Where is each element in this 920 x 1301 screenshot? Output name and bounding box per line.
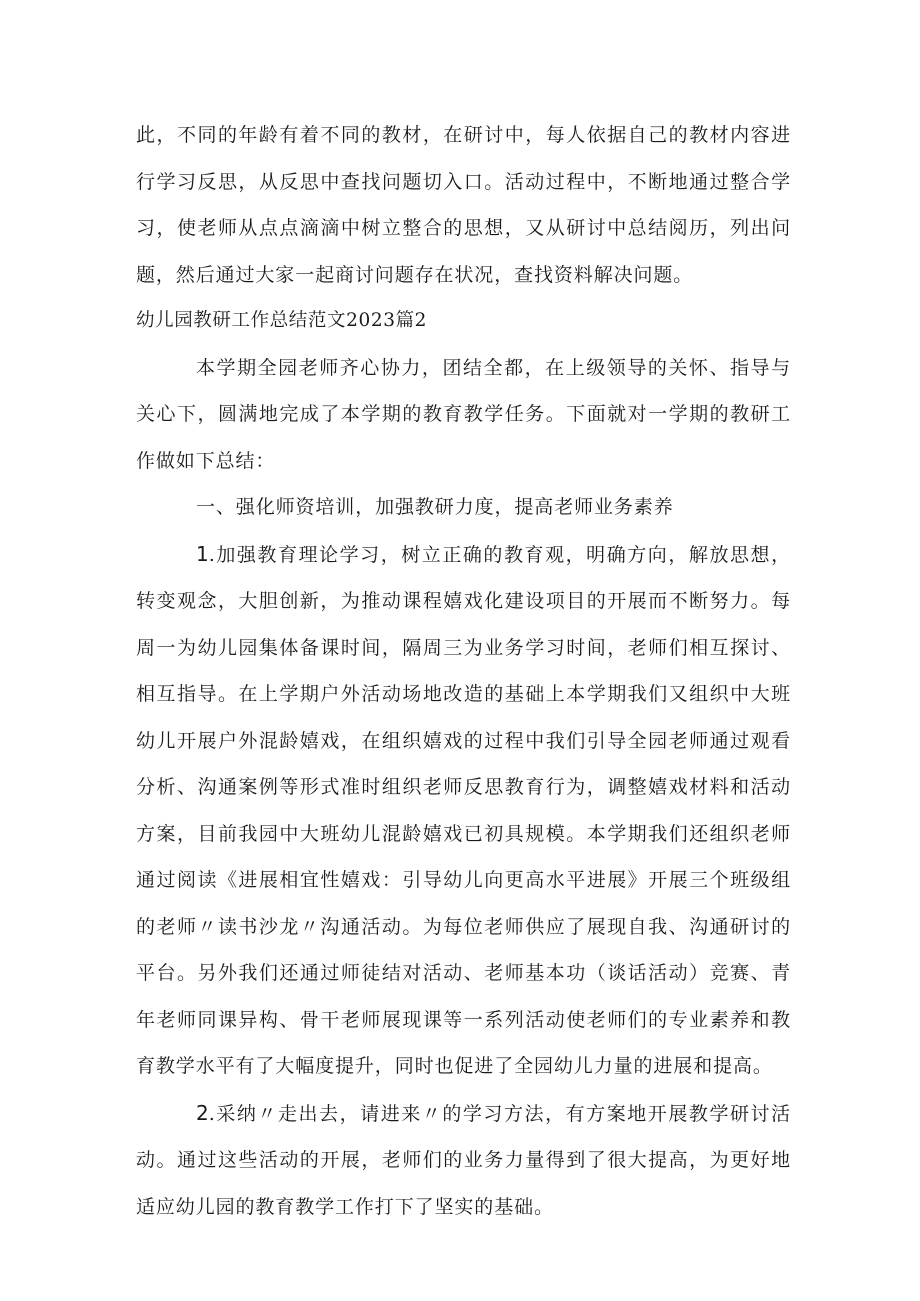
list-item-1 xyxy=(136,531,791,1090)
list-item-2 xyxy=(136,1090,791,1231)
list-item-2-text: .采纳〃走出去，请进来〃的学习方法，有方案地开展教学研讨活动。通过这些活动的开展，老师们的业务力量得到了很大提高，为更好地适应幼儿园的教育教学工作打下了坚实的基础。 xyxy=(136,1102,791,1218)
continuation-paragraph: 此，不同的年龄有着不同的教材，在研讨中，每人依据自己的教材内容进行学习反思，从反思中查找问题切入口。活动过程中，不断地通过整合学习，使老师从点点滴滴中树立整合的思想，又从研讨中总结阅历，列出问题，然后通过大家一起商讨问题存在状况，查找资料解决问题。 xyxy=(136,124,791,286)
section-subheading: 一、强化师资培训，加强教研力度，提高老师业务素养 xyxy=(196,496,674,518)
document-body xyxy=(136,112,791,1230)
list-item-1-number: 1 xyxy=(196,541,209,566)
section-heading: 幼儿园教研工作总结范文2023篇2 xyxy=(136,310,428,331)
list-item-1-text: .加强教育理论学习，树立正确的教育观，明确方向，解放思想，转变观念，大胆创新，为推动课程嬉戏化建设项目的开展而不断努力。每周一为幼儿园集体备课时间，隔周三为业务学习时间，老师们相互探讨、相互指导。在上学期户外活动场地改造的基础上本学期我们又组织中大班幼儿开展户外混龄嬉戏，在组织嬉戏的过程中我们引导全园老师通过观看分析、沟通案例等形式准时组织老师反思教育行为，调整嬉戏材料和活动方案，目前我园中大班幼儿混龄嬉戏已初具规模。本学期我们还组织老师通过阅读《进展相宜性嬉戏：引导幼儿向更高水平进展》开展三个班级组的老师〃读书沙龙〃沟通活动。为每位老师供应了展现自我、沟通研讨的平台。另外我们还通过师徒结对活动、老师基本功（谈话活动）竞赛、青年老师同课异构、骨干老师展现课等一系列活动使老师们的专业素养和教育教学水平有了大幅度提升，同时也促进了全园幼儿力量的进展和提高。 xyxy=(136,543,791,1077)
intro-paragraph: 本学期全园老师齐心协力，团结全都，在上级领导的关怀、指导与关心下，圆满地完成了本学期的教育教学任务。下面就对一学期的教研工作做如下总结： xyxy=(136,356,791,472)
list-item-2-number: 2 xyxy=(196,1100,209,1125)
